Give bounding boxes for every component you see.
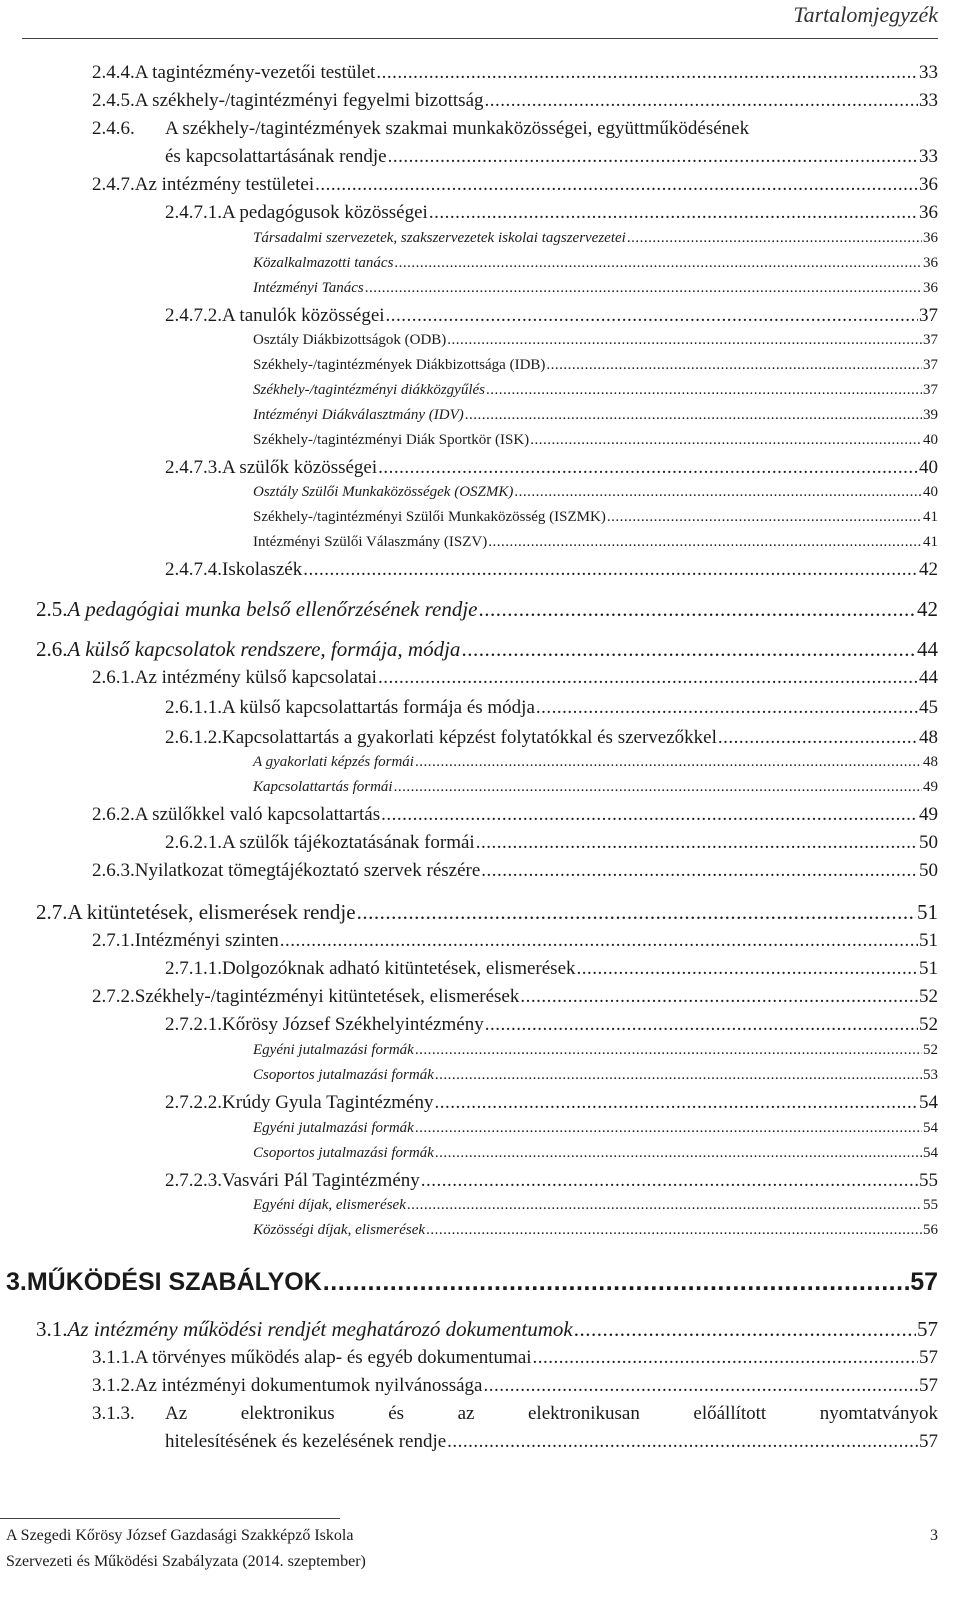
toc-leader-dots (386, 305, 918, 327)
toc-page-number: 36 (923, 255, 938, 271)
toc-entry-number: 2.4.7.3. (165, 457, 222, 478)
toc-entry-number: 2.4.7.2. (165, 305, 222, 326)
toc-entry[interactable] (92, 804, 938, 826)
toc-leader-dots (546, 357, 922, 374)
toc-entry[interactable] (165, 1170, 938, 1192)
toc-entry[interactable] (92, 90, 938, 112)
toc-leader-dots (378, 667, 918, 689)
toc-leader-dots (533, 1347, 918, 1369)
toc-entry-title: Egyéni jutalmazási formák (253, 1042, 414, 1058)
toc-entry[interactable] (253, 407, 938, 424)
toc-entry[interactable] (253, 432, 938, 449)
toc-entry[interactable] (253, 754, 938, 771)
toc-leader-dots (465, 407, 922, 424)
toc-page-number: 57 (919, 1375, 938, 1396)
toc-leader-dots (483, 1375, 918, 1397)
toc-entry[interactable] (92, 1347, 938, 1369)
toc-entry-title: A pedagógiai munka belső ellenőrzésének rendje (67, 597, 478, 621)
toc-entry-title: A pedagógusok közösségei (222, 202, 428, 223)
toc-leader-dots (415, 754, 922, 771)
footer-school-name: A Szegedi Kőrösy József Gazdasági Szakképző Iskola (6, 1527, 354, 1544)
toc-page-number: 52 (923, 1042, 938, 1058)
toc-entry-number: 2.4.7.1. (165, 202, 222, 223)
toc-entry-title: Osztály Szülői Munkaközösségek (OSZMK) (253, 484, 514, 500)
toc-entry[interactable] (165, 1092, 938, 1114)
toc-page-number: 57 (910, 1268, 938, 1296)
toc-entry-title: A szülők tájékoztatásának formái (222, 832, 475, 853)
toc-entry-number: 3.1.2. (92, 1375, 135, 1396)
toc-page-number: 36 (919, 202, 938, 223)
toc-page-number: 55 (919, 1170, 938, 1191)
toc-entry-number: 2.7.2.1. (165, 1014, 222, 1035)
toc-leader-dots (378, 457, 918, 479)
toc-entry-number: 2.4.7. (92, 174, 135, 195)
toc-entry-title: Vasvári Pál Tagintézmény (222, 1170, 420, 1191)
toc-entry[interactable] (165, 1014, 938, 1036)
toc-entry-number: 3.1.1. (92, 1347, 135, 1368)
toc-page-number: 52 (919, 1014, 938, 1035)
toc-page-number: 48 (923, 754, 938, 770)
toc-entry-title: Közösségi díjak, elismerések (253, 1222, 426, 1238)
toc-page-number: 53 (923, 1067, 938, 1083)
toc-entry[interactable] (165, 559, 938, 581)
footer-divider (0, 1518, 340, 1519)
toc-entry[interactable] (165, 202, 938, 224)
toc-entry-number: 2.4.5. (92, 90, 135, 111)
toc-leader-dots (394, 779, 922, 796)
toc-leader-dots (415, 1120, 922, 1137)
toc-page-number: 48 (919, 727, 938, 748)
toc-entry[interactable] (165, 832, 938, 854)
toc-entry-title: Iskolaszék (222, 559, 303, 580)
toc-leader-dots (478, 597, 916, 622)
toc-entry[interactable] (165, 146, 938, 168)
toc-entry-number: 3.1.3. (92, 1403, 135, 1424)
toc-entry-title: Osztály Diákbizottságok (ODB) (253, 332, 447, 348)
toc-page-number: 41 (923, 534, 938, 550)
toc-leader-dots (357, 900, 916, 925)
toc-entry-title: Társadalmi szervezetek, szakszervezetek iskolai tagszervezetei (253, 230, 626, 246)
header-title: Tartalomjegyzék (793, 2, 938, 27)
toc-entry[interactable] (92, 174, 938, 196)
toc-entry[interactable] (253, 1197, 938, 1214)
toc-entry-title: Intézményi Szülői Válaszmány (ISZV) (253, 534, 488, 550)
toc-entry-number: 2.7.2.2. (165, 1092, 222, 1113)
toc-entry[interactable] (253, 1145, 938, 1162)
toc-entry-title: és kapcsolattartásának rendje (165, 146, 387, 167)
toc-entry[interactable] (36, 1317, 938, 1342)
toc-page-number: 42 (919, 559, 938, 580)
toc-entry-number: 2.4.4. (92, 62, 135, 83)
toc-entry-title: Az intézmény testületei (134, 174, 315, 195)
toc-entry-title: Székhely-/tagintézmények Diákbizottsága (IDB) (253, 357, 546, 373)
toc-entry-number: 2.6.2.1. (165, 832, 222, 853)
toc-page-number: 55 (923, 1197, 938, 1213)
toc-entry-number: 3. (6, 1268, 27, 1296)
toc-entry-title: Krúdy Gyula Tagintézmény (222, 1092, 434, 1113)
toc-entry-title: hitelesítésének és kezelésének rendje (165, 1431, 447, 1452)
toc-leader-dots (415, 1042, 922, 1059)
toc-entry-title: Közalkalmazotti tanács (253, 255, 394, 271)
toc-entry[interactable] (165, 697, 938, 719)
toc-entry-number: 2.4.6. (92, 118, 135, 139)
toc-page-number: 37 (923, 332, 938, 348)
toc-entry[interactable] (165, 958, 938, 980)
toc-entry[interactable] (92, 62, 938, 84)
toc-leader-dots (485, 1014, 918, 1036)
toc-page-number: 36 (923, 280, 938, 296)
toc-leader-dots (303, 559, 918, 581)
toc-entry-title: Egyéni jutalmazási formák (253, 1120, 414, 1136)
toc-page-number: 37 (923, 357, 938, 373)
toc-entry-title: Intézményi szinten (134, 930, 279, 951)
toc-entry-number: 2.7. (36, 900, 68, 924)
toc-entry-number: 2.6.1. (92, 667, 135, 688)
toc-page-number: 56 (923, 1222, 938, 1238)
toc-leader-dots (365, 280, 922, 297)
toc-leader-dots (461, 637, 916, 662)
toc-entry-title: Székhely-/tagintézményi Diák Sportkör (ISK) (253, 432, 530, 448)
toc-leader-dots (718, 727, 918, 749)
toc-leader-dots (447, 1431, 918, 1453)
toc-leader-dots (435, 1092, 919, 1114)
toc-page-number: 50 (919, 860, 938, 881)
toc-page-number: 33 (919, 62, 938, 83)
toc-entry[interactable] (253, 357, 938, 374)
toc-leader-dots (486, 382, 922, 399)
toc-entry-title: Székhely-/tagintézményi kitüntetések, elismerések (134, 986, 520, 1007)
toc-page-number: 33 (919, 146, 938, 167)
toc-entry-title: Az intézmény külső kapcsolatai (134, 667, 377, 688)
toc-entry-number: 2.4.7.4. (165, 559, 222, 580)
toc-entry[interactable] (92, 986, 938, 1008)
toc-entry-title: Intézményi Diákválasztmány (IDV) (253, 407, 464, 423)
toc-leader-dots (488, 534, 922, 551)
toc-entry-title: A tagintézmény-vezetői testület (134, 62, 376, 83)
toc-entry-number: 2.7.1.1. (165, 958, 222, 979)
toc-entry-title: Székhely-/tagintézményi diákközgyűlés (253, 382, 486, 398)
toc-entry-number: 2.6.3. (92, 860, 135, 881)
toc-leader-dots (577, 958, 918, 980)
toc-leader-dots (485, 90, 918, 112)
toc-page-number: 49 (923, 779, 938, 795)
toc-entry-title: A szülők közösségei (222, 457, 378, 478)
toc-entry-title: Az intézmény működési rendjét meghatározó dokumentumok (67, 1317, 573, 1341)
toc-page-number: 41 (923, 509, 938, 525)
toc-page-number: 49 (919, 804, 938, 825)
toc-leader-dots (481, 860, 918, 882)
toc-entry-number: 2.6.1.1. (165, 697, 222, 718)
toc-entry[interactable] (253, 509, 938, 526)
toc-entry[interactable] (92, 860, 938, 882)
toc-page-number: 51 (919, 958, 938, 979)
toc-page-number: 57 (919, 1347, 938, 1368)
toc-entry-title: Dolgozóknak adható kitüntetések, elismerések (222, 958, 576, 979)
toc-leader-dots (476, 832, 918, 854)
toc-entry-title: A tanulók közösségei (222, 305, 385, 326)
footer-document-title: Szervezeti és Működési Szabályzata (2014. szeptember) (6, 1553, 366, 1570)
toc-entry-title: Az intézményi dokumentumok nyilvánossága (134, 1375, 483, 1396)
toc-entry-title: Kapcsolattartás formái (253, 779, 393, 795)
toc-entry-number: 2.5. (36, 597, 68, 621)
toc-entry-title: Csoportos jutalmazási formák (253, 1067, 434, 1083)
toc-entry[interactable] (253, 255, 938, 272)
toc-entry-number: 3.1. (36, 1317, 68, 1341)
toc-entry[interactable] (253, 1120, 938, 1137)
toc-page-number: 40 (923, 432, 938, 448)
toc-entry[interactable] (92, 930, 938, 952)
toc-page-number: 52 (919, 986, 938, 1007)
toc-entry[interactable] (6, 1268, 938, 1297)
toc-page-number: 57 (919, 1431, 938, 1452)
toc-entry[interactable] (92, 667, 938, 689)
toc-entry-title: Kőrösy József Székhelyintézmény (222, 1014, 484, 1035)
toc-leader-dots (536, 697, 918, 719)
toc-entry-number: 2.7.2.3. (165, 1170, 222, 1191)
toc-entry-title: MŰKÖDÉSI SZABÁLYOK (26, 1268, 322, 1296)
toc-page-number: 37 (923, 382, 938, 398)
toc-entry-title: A székhely-/tagintézményi fegyelmi bizottság (134, 90, 484, 111)
toc-leader-dots (426, 1222, 922, 1239)
toc-page-number: 44 (919, 667, 938, 688)
toc-entry[interactable] (92, 118, 938, 140)
toc-entry-title: Egyéni díjak, elismerések (253, 1197, 406, 1213)
toc-entry-number: 2.6. (36, 637, 68, 661)
toc-page-number: 51 (917, 900, 938, 924)
toc-entry[interactable] (36, 637, 938, 662)
toc-entry-title: Székhely-/tagintézményi Szülői Munkaközösség (ISZMK) (253, 509, 606, 525)
toc-entry[interactable] (253, 332, 938, 349)
toc-entry-number: 2.6.1.2. (165, 727, 222, 748)
toc-leader-dots (323, 1268, 909, 1297)
toc-page-number: 45 (919, 697, 938, 718)
toc-leader-dots (394, 255, 922, 272)
toc-entry[interactable] (253, 382, 938, 399)
toc-leader-dots (280, 930, 918, 952)
toc-page-number: 37 (919, 305, 938, 326)
toc-leader-dots (407, 1197, 922, 1214)
toc-page-number: 40 (919, 457, 938, 478)
toc-entry[interactable] (253, 484, 938, 501)
toc-entry-title: Intézményi Tanács (253, 280, 364, 296)
toc-entry-title: A szülőkkel való kapcsolattartás (134, 804, 381, 825)
toc-page-number: 44 (917, 637, 938, 661)
toc-entry[interactable] (253, 779, 938, 796)
toc-entry[interactable] (36, 900, 938, 925)
toc-entry-number: 2.7.2. (92, 986, 135, 1007)
toc-entry-number: 2.6.2. (92, 804, 135, 825)
toc-entry[interactable] (165, 727, 938, 749)
toc-page-number: 50 (919, 832, 938, 853)
toc-entry[interactable] (253, 1067, 938, 1084)
toc-entry-title: A székhely-/tagintézmények szakmai munkaközösségei, együttműködésének (165, 118, 750, 139)
toc-entry[interactable] (92, 1403, 938, 1425)
toc-page-number: 40 (923, 484, 938, 500)
toc-leader-dots (627, 230, 922, 247)
toc-entry[interactable] (253, 534, 938, 551)
toc-page-number: 36 (923, 230, 938, 246)
toc-entry-title: A kitüntetések, elismerések rendje (67, 900, 356, 924)
toc-page-number: 51 (919, 930, 938, 951)
toc-entry[interactable] (165, 305, 938, 327)
toc-leader-dots (421, 1170, 918, 1192)
toc-leader-dots (435, 1145, 922, 1162)
toc-entry[interactable] (165, 1431, 938, 1453)
toc-entry-title: Nyilatkozat tömegtájékoztató szervek részére (134, 860, 481, 881)
toc-leader-dots (376, 62, 918, 84)
toc-entry-title: A külső kapcsolatok rendszere, formája, módja (67, 637, 461, 661)
toc-leader-dots (607, 509, 922, 526)
toc-leader-dots (447, 332, 922, 349)
toc-leader-dots (530, 432, 922, 449)
toc-page-number: 42 (917, 597, 938, 621)
toc-page-number: 54 (919, 1092, 938, 1113)
toc-entry-title: A törvényes működés alap- és egyéb dokumentumai (134, 1347, 532, 1368)
toc-entry[interactable] (165, 457, 938, 479)
toc-leader-dots (514, 484, 922, 501)
footer-page-number: 3 (930, 1527, 938, 1544)
toc-page-number: 54 (923, 1145, 938, 1161)
toc-entry-title: Az elektronikus és az elektronikusan előállított nyomtatványok (165, 1403, 938, 1424)
toc-leader-dots (315, 174, 918, 196)
toc-entry-title: Kapcsolattartás a gyakorlati képzést folytatókkal és szervezőkkel (222, 727, 717, 748)
toc-entry[interactable] (253, 230, 938, 247)
toc-page-number: 57 (917, 1317, 938, 1341)
toc-entry[interactable] (253, 1222, 938, 1239)
toc-leader-dots (520, 986, 918, 1008)
toc-entry-number: 2.7.1. (92, 930, 135, 951)
toc-leader-dots (435, 1067, 922, 1084)
toc-page-number: 39 (923, 407, 938, 423)
toc-entry[interactable] (253, 280, 938, 297)
toc-leader-dots (381, 804, 918, 826)
toc-entry-title: A gyakorlati képzés formái (253, 754, 414, 770)
toc-entry[interactable] (253, 1042, 938, 1059)
header-divider (22, 38, 938, 39)
toc-page-number: 54 (923, 1120, 938, 1136)
toc-entry[interactable] (36, 597, 938, 622)
toc-leader-dots (429, 202, 918, 224)
toc-leader-dots (574, 1317, 916, 1342)
toc-entry[interactable] (92, 1375, 938, 1397)
toc-page-number: 36 (919, 174, 938, 195)
toc-entry-title: A külső kapcsolattartás formája és módja (222, 697, 535, 718)
toc-leader-dots (388, 146, 918, 168)
toc-page-number: 33 (919, 90, 938, 111)
toc-entry-title: Csoportos jutalmazási formák (253, 1145, 434, 1161)
